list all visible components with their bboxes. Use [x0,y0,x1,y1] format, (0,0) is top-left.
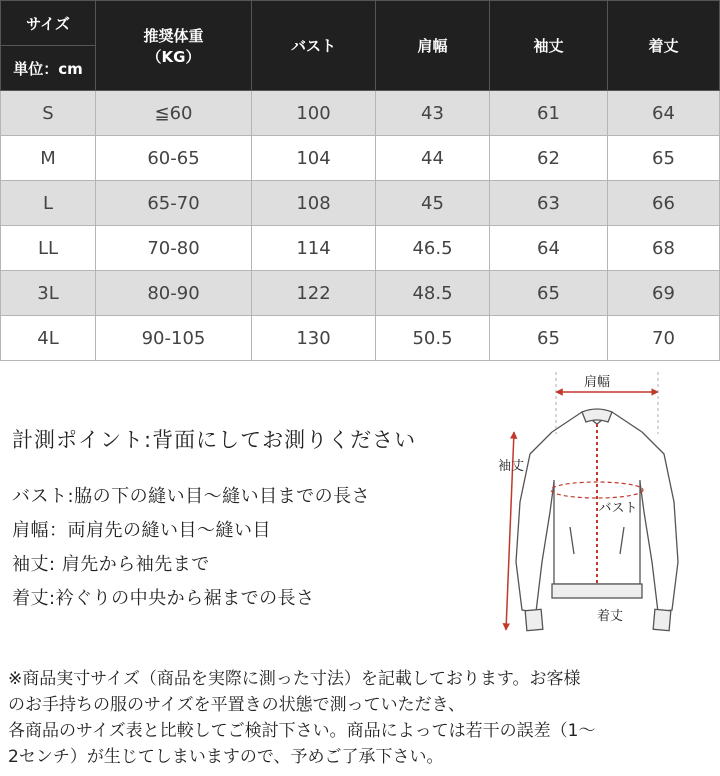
note-line: ※商品実寸サイズ（商品を実際に測った寸法）を記載しております。お客様 [8,669,581,689]
cell-sleeve: 64 [490,226,608,271]
cell-length: 69 [608,271,720,316]
cell-shoulder: 43 [376,91,490,136]
measure-line-length: 着丈:衿ぐりの中央から裾までの長さ [12,588,315,609]
diagram-label-sleeve: 袖丈 [498,459,525,474]
cell-weight: 80-90 [96,271,252,316]
note-line: 2センチ）が生じてしまいますので、予めご了承下さい。 [8,747,444,767]
cell-length: 68 [608,226,720,271]
cell-bust: 130 [252,316,376,361]
header-weight: 推奨体重 （KG） [96,1,252,91]
header-length: 着丈 [608,1,720,91]
cell-length: 64 [608,91,720,136]
diagram-label-bust: バスト [598,501,638,516]
note-line: 各商品のサイズ表と比較してご検討下さい。商品によっては若干の誤差（1～ [8,721,596,741]
size-table [0,0,720,361]
cell-bust: 122 [252,271,376,316]
note-line: のお手持ちの服のサイズを平置きの状態で測っていただき、 [8,695,465,715]
header-bust: バスト [252,1,376,91]
diagram-label-shoulder: 肩幅 [583,375,611,390]
header-shoulder: 肩幅 [376,1,490,91]
measure-line-sleeve: 袖丈: 肩先から袖先まで [12,554,210,575]
cell-length: 70 [608,316,720,361]
cell-size: L [1,181,96,226]
cell-sleeve: 63 [490,181,608,226]
jacket-diagram [490,362,700,652]
cell-bust: 100 [252,91,376,136]
cell-weight: 65-70 [96,181,252,226]
cell-length: 66 [608,181,720,226]
table-row [1,181,720,226]
table-row [1,316,720,361]
cell-sleeve: 61 [490,91,608,136]
cell-size: 4L [1,316,96,361]
cell-weight: 90-105 [96,316,252,361]
cell-sleeve: 65 [490,271,608,316]
header-row-top [1,1,720,46]
cell-weight: ≦60 [96,91,252,136]
header-sleeve: 袖丈 [490,1,608,91]
cell-bust: 104 [252,136,376,181]
header-size: サイズ [1,1,96,46]
table-row [1,226,720,271]
cell-size: M [1,136,96,181]
measure-line-shoulder: 肩幅：両肩先の縫い目～縫い目 [12,520,271,541]
cell-length: 65 [608,136,720,181]
cell-shoulder: 48.5 [376,271,490,316]
disclaimer-note [8,666,714,770]
cell-shoulder: 45 [376,181,490,226]
cell-shoulder: 44 [376,136,490,181]
table-row [1,271,720,316]
cell-shoulder: 46.5 [376,226,490,271]
cell-size: LL [1,226,96,271]
cell-sleeve: 62 [490,136,608,181]
table-row [1,136,720,181]
table-row [1,91,720,136]
cell-shoulder: 50.5 [376,316,490,361]
cell-bust: 114 [252,226,376,271]
measure-title: 計測ポイント:背面にしてお測りください [12,428,417,452]
measure-line-bust: バスト:脇の下の縫い目～縫い目までの長さ [12,486,371,507]
cell-size: 3L [1,271,96,316]
cell-bust: 108 [252,181,376,226]
cell-weight: 70-80 [96,226,252,271]
cell-weight: 60-65 [96,136,252,181]
header-unit: 単位：cm [1,46,96,91]
cell-sleeve: 65 [490,316,608,361]
diagram-label-length: 着丈 [596,609,624,624]
cell-size: S [1,91,96,136]
